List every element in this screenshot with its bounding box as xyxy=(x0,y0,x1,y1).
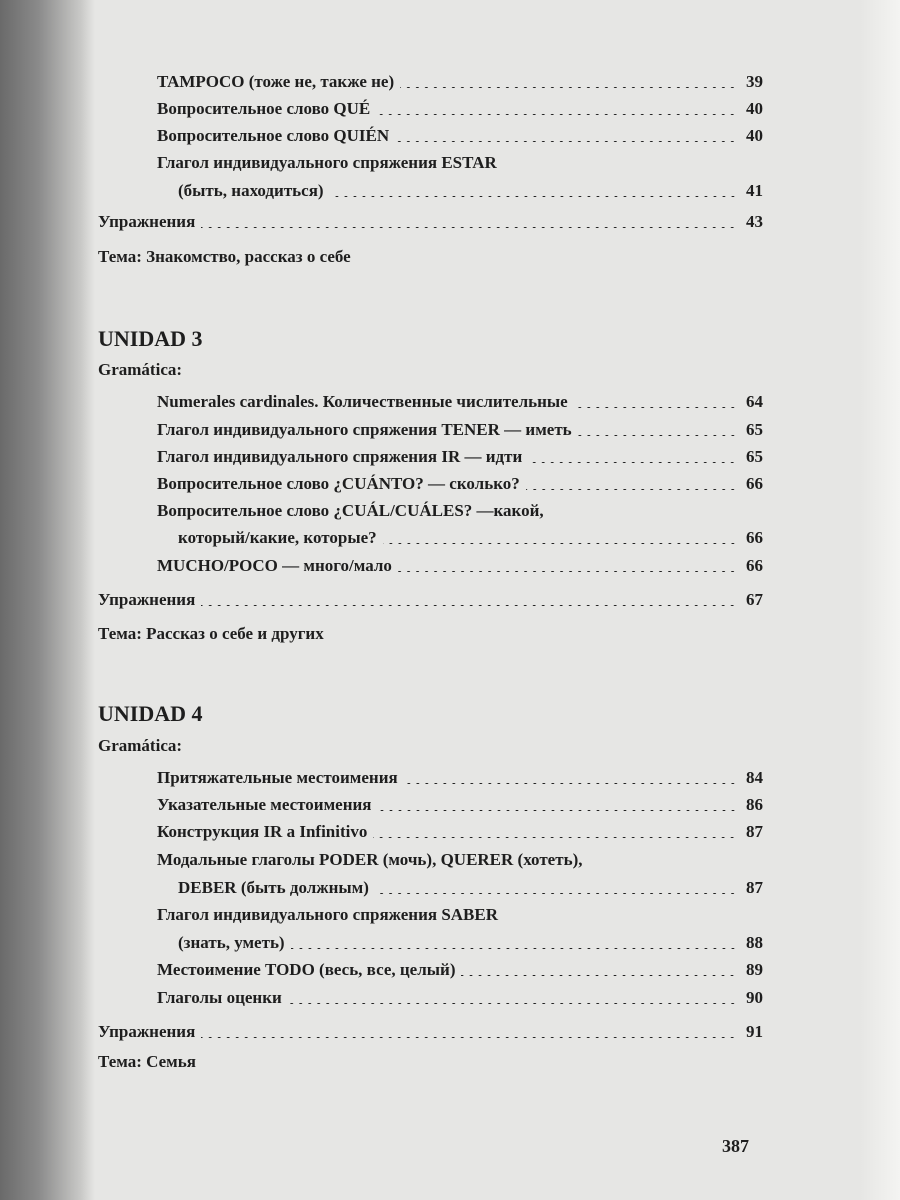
entry-page: 66 xyxy=(746,556,763,575)
theme-title: Тема: Знакомство, рассказ о себе xyxy=(98,247,351,266)
toc-entry[interactable] xyxy=(157,848,763,872)
page-edge xyxy=(860,0,900,1200)
entry-page: 86 xyxy=(746,795,763,814)
dot-leader xyxy=(378,810,737,811)
toc-entry[interactable] xyxy=(157,499,763,523)
book-spine-shadow xyxy=(0,0,95,1200)
dot-leader xyxy=(376,114,737,115)
entry-page: 40 xyxy=(746,126,763,145)
theme-title: Тема: Семья xyxy=(98,1052,196,1071)
entry-title: Упражнения xyxy=(98,1022,196,1041)
toc-entry[interactable] xyxy=(157,97,763,121)
toc-entry[interactable] xyxy=(157,472,763,496)
entry-title: Упражнения xyxy=(98,590,196,609)
entry-page: 66 xyxy=(746,474,763,493)
dot-leader xyxy=(288,1003,737,1004)
toc-entry[interactable] xyxy=(157,903,763,927)
toc-exercises[interactable] xyxy=(98,588,763,612)
dot-leader xyxy=(526,489,737,490)
dot-leader xyxy=(373,837,737,838)
dot-leader xyxy=(330,196,737,197)
toc-entry-continuation[interactable] xyxy=(178,931,763,955)
entry-page: 66 xyxy=(746,528,763,547)
dot-leader xyxy=(201,605,737,606)
dot-leader xyxy=(461,975,737,976)
entry-page: 67 xyxy=(746,590,763,609)
dot-leader xyxy=(201,227,737,228)
entry-title: MUCHO/POCO — много/мало xyxy=(157,556,392,575)
entry-page: 89 xyxy=(746,960,763,979)
entry-title: TAMPOCO (тоже не, также не) xyxy=(157,72,395,91)
entry-title: (быть, находиться) xyxy=(178,181,324,200)
dot-leader xyxy=(201,1037,737,1038)
dot-leader xyxy=(291,948,737,949)
dot-leader xyxy=(574,407,737,408)
entry-page: 91 xyxy=(746,1022,763,1041)
entry-title: Местоимение TODO (весь, все, целый) xyxy=(157,960,456,979)
dot-leader xyxy=(383,543,737,544)
entry-title: DEBER (быть должным) xyxy=(178,878,369,897)
entry-page: 39 xyxy=(746,72,763,91)
entry-title: Вопросительное слово QUIÉN xyxy=(157,126,390,145)
entry-page: 87 xyxy=(746,822,763,841)
entry-page: 87 xyxy=(746,878,763,897)
entry-title: Глаголы оценки xyxy=(157,988,282,1007)
unit-heading[interactable]: UNIDAD 3 xyxy=(98,326,203,351)
toc-entry[interactable] xyxy=(157,554,763,578)
entry-title: Вопросительное слово ¿CUÁL/CUÁLES? —какой, xyxy=(157,501,544,520)
entry-page: 90 xyxy=(746,988,763,1007)
dot-leader xyxy=(398,571,737,572)
entry-title: который/какие, которые? xyxy=(178,528,377,547)
entry-title: Глагол индивидуального спряжения IR — идти xyxy=(157,447,523,466)
theme-title: Тема: Рассказ о себе и других xyxy=(98,624,324,643)
entry-title: Вопросительное слово ¿CUÁNTO? — сколько? xyxy=(157,474,520,493)
toc-theme xyxy=(98,622,763,646)
section-heading: Gramática: xyxy=(98,736,183,755)
entry-page: 40 xyxy=(746,99,763,118)
toc-entry[interactable] xyxy=(157,124,763,148)
entry-page: 64 xyxy=(746,392,763,411)
dot-leader xyxy=(404,783,737,784)
page-number: 387 xyxy=(722,1136,749,1156)
toc-exercises[interactable] xyxy=(98,210,763,234)
toc-entry-continuation[interactable] xyxy=(178,526,763,550)
entry-title: Глагол индивидуального спряжения SABER xyxy=(157,905,499,924)
toc-entry[interactable] xyxy=(157,70,763,94)
entry-title: Глагол индивидуального спряжения TENER — иметь xyxy=(157,420,572,439)
toc-entry-continuation[interactable] xyxy=(178,179,763,203)
toc-theme xyxy=(98,1050,763,1074)
toc-entry[interactable] xyxy=(157,986,763,1010)
toc-entry[interactable] xyxy=(157,390,763,414)
dot-leader xyxy=(578,435,737,436)
toc-entry[interactable] xyxy=(157,766,763,790)
entry-page: 65 xyxy=(746,420,763,439)
entry-title: Конструкция IR a Infinitivo xyxy=(157,822,368,841)
entry-title: Притяжательные местоимения xyxy=(157,768,398,787)
section-heading: Gramática: xyxy=(98,360,183,379)
entry-title: Вопросительное слово QUÉ xyxy=(157,99,371,118)
unit-heading[interactable]: UNIDAD 4 xyxy=(98,701,203,726)
entry-title: Упражнения xyxy=(98,212,196,231)
entry-page: 88 xyxy=(746,933,763,952)
dot-leader xyxy=(375,893,737,894)
toc-entry[interactable] xyxy=(157,445,763,469)
toc-entry[interactable] xyxy=(157,151,763,175)
toc-theme xyxy=(98,245,763,269)
entry-page: 84 xyxy=(746,768,763,787)
toc-exercises[interactable] xyxy=(98,1020,763,1044)
entry-title: Numerales cardinales. Количественные числительные xyxy=(157,392,568,411)
toc-entry[interactable] xyxy=(157,418,763,442)
dot-leader xyxy=(400,87,737,88)
toc-entry-continuation[interactable] xyxy=(178,876,763,900)
entry-title: Модальные глаголы PODER (мочь), QUERER (хотеть), xyxy=(157,850,583,869)
entry-title: Глагол индивидуального спряжения ESTAR xyxy=(157,153,497,172)
toc-entry[interactable] xyxy=(157,820,763,844)
entry-title: (знать, уметь) xyxy=(178,933,285,952)
toc-entry[interactable] xyxy=(157,793,763,817)
entry-title: Указательные местоимения xyxy=(157,795,372,814)
entry-page: 65 xyxy=(746,447,763,466)
toc-entry[interactable] xyxy=(157,958,763,982)
dot-leader xyxy=(528,462,737,463)
dot-leader xyxy=(395,141,737,142)
entry-page: 43 xyxy=(746,212,763,231)
entry-page: 41 xyxy=(746,181,763,200)
